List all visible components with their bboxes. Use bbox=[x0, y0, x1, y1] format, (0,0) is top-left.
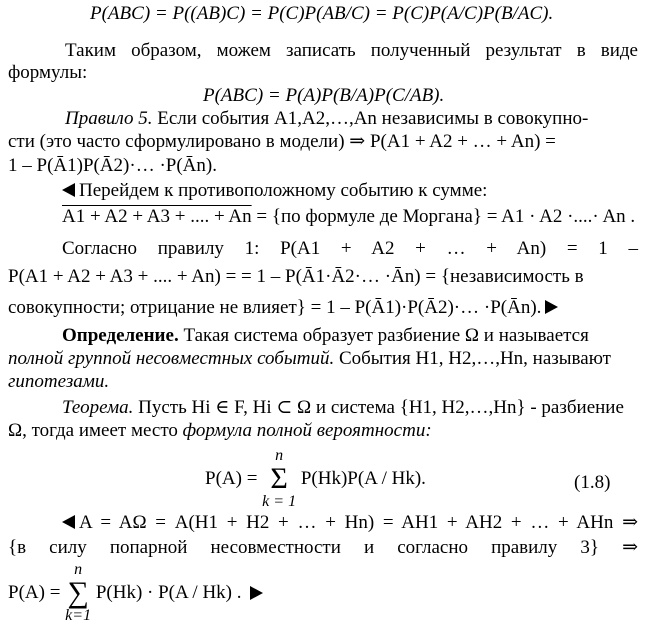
theorem-label: Теорема. bbox=[62, 397, 134, 418]
rule1-line-3 bbox=[8, 297, 558, 319]
definition-line-2-rest: События H1, H2,…,Hn, называют bbox=[338, 348, 611, 369]
formula-line-4: P(ABC) = P(A)P(B/A)P(C/AB). bbox=[203, 85, 445, 106]
morgan-lhs: A1 + A2 + A3 + .... + An bbox=[62, 206, 252, 227]
formula-1-8 bbox=[205, 448, 426, 510]
rule1-line-2: P(A1 + A2 + A3 + .... + An) = = 1 – P(Ā1·Ā2·… ·Ān) = {независимость в bbox=[8, 266, 584, 287]
proof2-line-1-text: A = AΩ = A(H1 + H2 + … + Hn) = AH1 + AH2 + … + AHn ⇒ bbox=[79, 512, 638, 533]
proof1-line bbox=[62, 180, 487, 202]
text-line-2: Таким образом, можем записать полученный результат в виде bbox=[65, 40, 638, 61]
rule1-line-1: Согласно правилу 1: P(A1 + A2 + … + An) = 1 – bbox=[62, 238, 638, 259]
definition-line-3: гипотезами. bbox=[8, 371, 110, 392]
rule5-line-3: 1 – P(Ā1)P(Ā2)·… ·P(Ān). bbox=[8, 155, 217, 176]
formula-sum bbox=[262, 448, 296, 510]
proof1-text: Перейдем к противоположному событию к сумме: bbox=[79, 180, 488, 201]
theorem-line-1 bbox=[62, 397, 624, 419]
formula-sum-sign: Σ bbox=[270, 462, 288, 495]
theorem-line-2 bbox=[8, 420, 432, 442]
proof-end-triangle-icon bbox=[545, 300, 558, 314]
rule5-line-1 bbox=[65, 108, 638, 130]
definition-line-2 bbox=[8, 348, 611, 370]
definition-line-1 bbox=[62, 325, 589, 347]
definition-text: Такая система образует разбиение Ω и называется bbox=[183, 325, 589, 346]
formula-rhs: P(Hk)P(A / Hk). bbox=[300, 468, 426, 489]
rule5-line-2: сти (это часто сформулировано в модели) ⇒ P(A1 + A2 + … + An) = bbox=[8, 131, 556, 152]
definition-term: полной группой несовместных событий. bbox=[8, 348, 335, 369]
proof2-line-1 bbox=[62, 512, 638, 534]
de-morgan-line bbox=[62, 206, 635, 228]
formula-lhs: P(A) = bbox=[205, 468, 263, 489]
final-sum-sign: ∑ bbox=[67, 576, 89, 609]
theorem-line-2a: Ω, тогда имеет место bbox=[8, 420, 178, 441]
rule1-line-3-text: совокупности; отрицание не влияет} = 1 – P(Ā1)·P(Ā2)·… ·P(Ān). bbox=[8, 297, 542, 318]
final-rhs: P(Hk) · P(A / Hk) . bbox=[95, 582, 242, 603]
final-formula bbox=[8, 562, 263, 624]
final-lhs: P(A) = bbox=[8, 582, 66, 603]
proof-start-triangle-icon bbox=[62, 183, 75, 197]
text-line-3: формулы: bbox=[8, 62, 88, 83]
proof2-start-triangle-icon bbox=[62, 515, 75, 529]
formula-sum-bottom: k = 1 bbox=[262, 493, 297, 510]
definition-label: Определение. bbox=[62, 325, 179, 346]
morgan-rhs: A1 · A2 ·....· An . bbox=[501, 206, 636, 227]
final-sum bbox=[65, 562, 91, 624]
rule5-label: Правило 5. bbox=[65, 108, 153, 129]
formula-line-1: P(ABC) = P((AB)C) = P(C)P(AB/C) = P(C)P(A/C)P(B/AC). bbox=[90, 3, 554, 24]
final-sum-bottom: k=1 bbox=[65, 607, 92, 624]
rule5-text: Если события A1,A2,…,An независимы в совокупно- bbox=[157, 108, 589, 129]
theorem-text: Пусть Hi ∈ F, Hi ⊂ Ω и система {H1, H2,…,Hn} - разбиение bbox=[138, 397, 624, 418]
formula-sum-top: n bbox=[275, 447, 284, 464]
formula-number: (1.8) bbox=[574, 472, 611, 493]
final-proof-end-triangle-icon bbox=[250, 586, 263, 600]
theorem-formula-name: формула полной вероятности: bbox=[182, 420, 432, 441]
final-sum-top: n bbox=[74, 561, 83, 578]
morgan-mid: = {по формуле де Моргана} = bbox=[251, 206, 502, 227]
proof2-line-2: {в силу попарной несовместности и согласно правилу 3} ⇒ bbox=[8, 537, 638, 558]
